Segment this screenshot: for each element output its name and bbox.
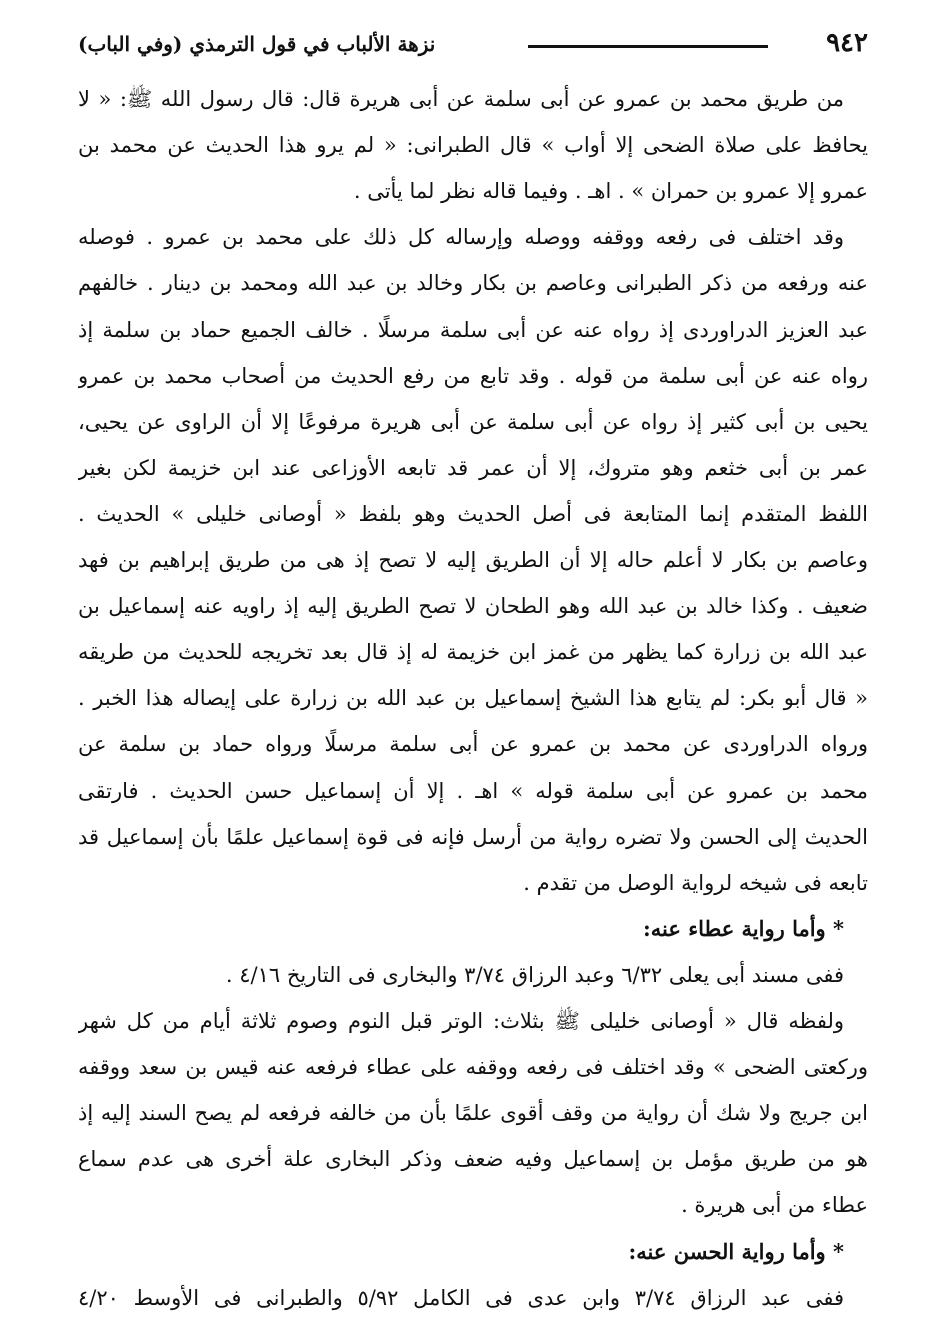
section-heading: * وأما رواية الحسن عنه: <box>628 1239 844 1264</box>
page-number: ٩٤٢ <box>826 28 868 58</box>
text-line: تابعه فى شيخه لرواية الوصل من تقدم . <box>523 871 868 895</box>
text-line: عنه ورفعه من ذكر الطبرانى وعاصم بن بكار وخالد بن عبد الله ومحمد بن دينار . خالفهم <box>78 271 868 295</box>
text-line: ففى عبد الرزاق ٣/٧٤ وابن عدى فى الكامل ٥/٩٢ والطبرانى فى الأوسط ٤/٢٠ <box>78 1286 844 1310</box>
text-line: ابن جريج ولا شك أن رواية من وقف أقوى علمًا بأن من خالفه فرفعه لم يصح السند إليه إذ <box>78 1101 868 1125</box>
text-line: وركعتى الضحى » وقد اختلف فى رفعه ووقفه على عطاء فرفعه عنه قيس بن سعد ووقفه <box>78 1055 868 1079</box>
text-line: عمرو إلا عمرو بن حمران » . اهـ . وفيما قاله نظر لما يأتى . <box>353 179 868 203</box>
text-line: هو من طريق مؤمل بن إسماعيل وفيه ضعف وذكر البخارى علة أخرى هى عدم سماع <box>78 1147 868 1171</box>
section-heading: * وأما رواية عطاء عنه: <box>643 916 844 941</box>
text-line: عطاء من أبى هريرة . <box>681 1193 868 1217</box>
text-line: ورواه الدراوردى عن محمد بن عمرو عن أبى سلمة مرسلًا ورواه حماد بن سلمة عن <box>78 732 868 756</box>
text-line: عبد الله بن زرارة كما يظهر من غمز ابن خزيمة له إذ قال بعد تخريجه للحديث من طريقه <box>78 640 868 664</box>
running-title: نزهة الألباب في قول الترمذي (وفي الباب) <box>78 32 436 56</box>
text-line: محمد بن عمرو عن أبى سلمة قوله » اهـ . إلا أن إسماعيل حسن الحديث . فارتقى <box>78 779 868 803</box>
text-line: وعاصم بن بكار لا أعلم حاله إلا أن الطريق إليه لا تصح إذ هى من طريق إبراهيم بن فهد <box>78 548 868 572</box>
running-header <box>78 28 868 68</box>
text-line: ضعيف . وكذا خالد بن عبد الله وهو الطحان لا تصح الطريق إليه إذ راويه عنه إسماعيل بن <box>78 594 868 618</box>
text-line: « قال أبو بكر: لم يتابع هذا الشيخ إسماعيل بن عبد الله بن زرارة على إيصاله هذا الخبر . <box>78 686 868 710</box>
text-line: ولفظه قال « أوصانى خليلى ﷺ بثلاث: الوتر قبل النوم وصوم ثلاثة أيام من كل شهر <box>78 1009 844 1033</box>
text-line: عبد العزيز الدراوردى إذ رواه عنه عن أبى سلمة مرسلًا . خالف الجميع حماد بن سلمة إذ <box>78 318 868 342</box>
text-line: الحديث إلى الحسن ولا تضره رواية من أرسل فإنه فى قوة إسماعيل علمًا بأن إسماعيل قد <box>78 825 868 849</box>
header-rule <box>528 45 768 48</box>
text-line: عمر بن أبى خثعم وهو متروك، إلا أن عمر قد تابعه الأوزاعى عند ابن خزيمة لكن بغير <box>78 456 868 480</box>
text-line: يحيى بن أبى كثير إذ رواه عن أبى سلمة عن أبى هريرة مرفوعًا إلا أن الراوى عن يحيى، <box>78 410 868 434</box>
text-line: ففى مسند أبى يعلى ٦/٣٢ وعبد الرزاق ٣/٧٤ والبخارى فى التاريخ ٤/١٦ . <box>225 963 844 987</box>
text-line: رواه عنه عن أبى سلمة من قوله . وقد تابع من رفع الحديث من أصحاب محمد بن عمرو <box>78 364 868 388</box>
text-line: من طريق محمد بن عمرو عن أبى سلمة عن أبى هريرة قال: قال رسول الله ﷺ: « لا <box>78 87 844 111</box>
text-line: وقد اختلف فى رفعه ووقفه ووصله وإرساله كل ذلك على محمد بن عمرو . فوصله <box>78 225 844 249</box>
text-line: اللفظ المتقدم إنما المتابعة فى أصل الحديث وهو بلفظ « أوصانى خليلى » الحديث . <box>78 502 868 526</box>
text-line: يحافظ على صلاة الضحى إلا أواب » قال الطبرانى: « لم يرو هذا الحديث عن محمد بن <box>78 133 868 157</box>
